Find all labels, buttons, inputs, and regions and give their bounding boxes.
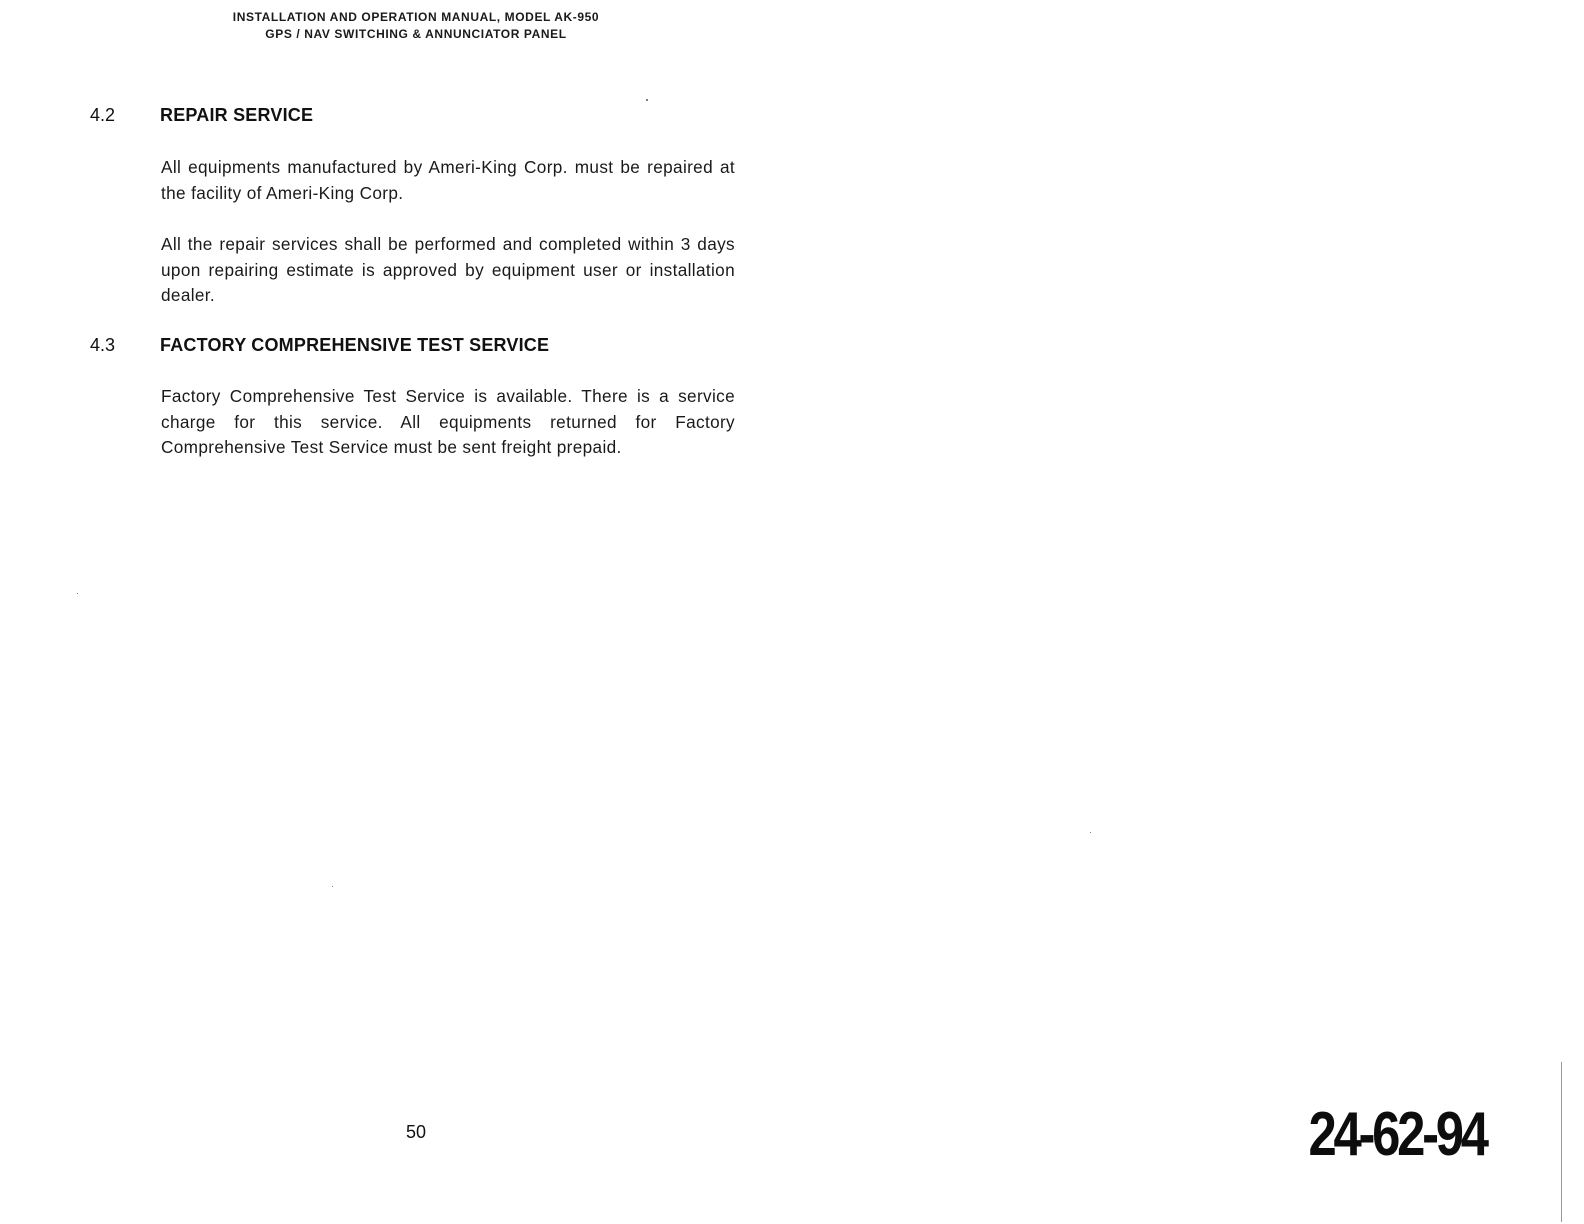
header-line-manual-title: INSTALLATION AND OPERATION MANUAL, MODEL AK-950 (232, 10, 600, 24)
page-number: 50 (405, 1122, 427, 1142)
section-title: FACTORY COMPREHENSIVE TEST SERVICE (160, 335, 550, 355)
section-number: 4.3 (90, 335, 116, 355)
paragraph-repair-timeline: All the repair services shall be performed and completed within 3 days upon repairing estimate is approved by equipment user or installation dealer. (161, 234, 735, 306)
running-header (196, 9, 636, 43)
paragraph-factory-test: Factory Comprehensive Test Service is available. There is a service charge for this service. All equipments returned for Factory Comprehensive Test Service must be sent freight prepaid. (161, 386, 735, 458)
scan-speck (1090, 832, 1091, 833)
section-number: 4.2 (90, 105, 116, 125)
scan-speck (332, 886, 333, 887)
section-heading-factory-test-service (90, 335, 549, 356)
section-title: REPAIR SERVICE (160, 105, 314, 125)
scan-speck (77, 593, 78, 594)
paragraph-repair-facility: All equipments manufactured by Ameri-King Corp. must be repaired at the facility of Ameri-King Corp. (161, 157, 735, 203)
header-line-panel-title: GPS / NAV SWITCHING & ANNUNCIATOR PANEL (265, 27, 567, 41)
section-heading-repair-service (90, 105, 313, 126)
document-code: 24-62-94 (1308, 1100, 1486, 1169)
scan-edge-line (1561, 1062, 1562, 1222)
scan-speck (646, 99, 648, 101)
